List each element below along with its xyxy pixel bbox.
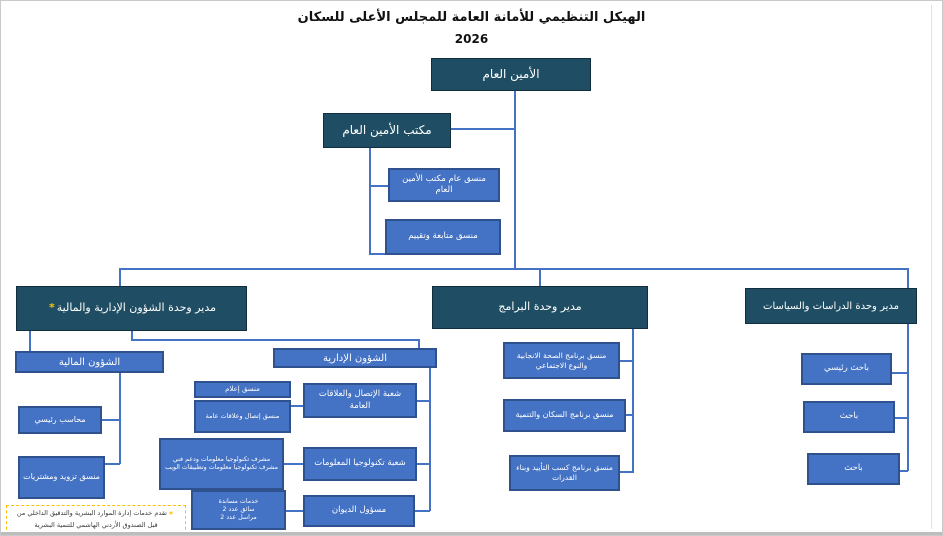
node-label: شعبة الإتصال والعلاقات العامة — [318, 389, 402, 411]
node-it-division — [303, 447, 417, 481]
node-programs-unit — [432, 286, 648, 329]
support-services-title: خدمات مساندة — [218, 497, 259, 505]
connector-admin-elbow-v2 — [418, 339, 420, 348]
it-supervisor-line-1: مشرف تكنولوجيا معلومات ودعم فني — [172, 455, 271, 463]
support-services-driver: سائق عدد 2 — [222, 505, 255, 513]
footnote — [6, 505, 186, 535]
connector-stub-rh-program — [620, 360, 633, 362]
node-label: الأمين العام — [482, 66, 540, 81]
node-label: باحث رئيسي — [824, 363, 869, 374]
node-financial-affairs — [15, 351, 164, 373]
node-advocacy-capacity-program — [509, 455, 620, 491]
node-communication-pr-coordinator — [194, 400, 291, 433]
node-it-supervisor — [159, 438, 284, 490]
node-reproductive-health-gender-program — [503, 342, 620, 379]
it-supervisor-line-2: مشرف تكنولوجيا معلومات وتطبيقات الويب — [165, 464, 278, 471]
node-label: شعبة تكنولوجيا المعلومات — [314, 458, 406, 469]
support-services-messenger: مراسل عدد 2 — [220, 514, 257, 522]
node-monitoring-evaluation-coordinator — [385, 219, 501, 255]
node-support-services — [191, 490, 286, 530]
connector-admin-children-vertical — [429, 368, 431, 511]
connector-admin-elbow-h — [131, 339, 419, 341]
node-label: منسق متابعة وتقييم — [408, 231, 478, 242]
connector-stub-popdev-program — [626, 414, 633, 416]
node-label: منسق تزويد ومشتريات — [23, 472, 100, 482]
node-chief-accountant — [18, 406, 102, 434]
connector-drop-mid-unit — [539, 268, 541, 286]
node-secretary-general — [431, 58, 591, 91]
node-supply-procurement-coordinator — [18, 456, 105, 499]
connector-media-to-pr-division — [291, 405, 303, 407]
footnote-reference-asterisk: * — [48, 301, 55, 315]
footnote-text: تقدم خدمات إدارة الموارد البشرية والتدقيق الداخلي من قبل الصندوق الأردني الهاشمي للتنمية البشرية — [16, 509, 167, 530]
node-label: منسق برنامج كسب التأييد وبناء القدرات — [516, 463, 613, 482]
node-label: منسق برنامج السكان والتنمية — [515, 410, 614, 420]
node-label: مسؤول الديوان — [331, 505, 387, 516]
connector-financial-drop — [29, 331, 31, 351]
node-label — [219, 498, 259, 523]
node-diwan-officer — [303, 495, 415, 527]
node-label: الشؤون الإدارية — [323, 352, 387, 364]
node-label: منسق إتصال وعلاقات عامة — [205, 412, 280, 421]
connector-main-horizontal — [119, 268, 909, 270]
node-sg-office-coordinator — [388, 168, 500, 202]
node-media-coordinator — [194, 381, 291, 398]
node-chief-researcher — [801, 353, 892, 385]
connector-studies-vertical — [907, 324, 909, 471]
node-studies-policies-unit — [745, 288, 917, 324]
node-sg-office — [323, 113, 451, 148]
connector-stub-chief-researcher — [892, 372, 908, 374]
page-title: الهيكل التنظيمي للأمانة العامة للمجلس الأعلى للسكان — [297, 10, 646, 25]
node-label: باحث — [839, 411, 859, 422]
node-label: مدير وحدة البرامج — [498, 300, 582, 314]
node-label: مدير وحدة الشؤون الإدارية والمالية — [56, 301, 217, 315]
page-year: 2026 — [454, 32, 489, 46]
node-label: مكتب الأمين العام — [342, 122, 432, 137]
node-communication-pr-division — [303, 383, 417, 418]
connector-drop-right-unit — [907, 268, 909, 288]
connector-stub-it-division — [417, 463, 430, 465]
connector-stub-office-coordinator — [370, 185, 388, 187]
node-label: مدير وحدة الدراسات والسياسات — [763, 300, 899, 312]
connector-stub-procurement — [105, 463, 120, 465]
connector-sg-vertical — [514, 90, 516, 269]
connector-stub-diwan — [415, 510, 430, 512]
node-label: منسق برنامج الصحة الانجابية والنوع الاجتماعي — [516, 350, 607, 370]
connector-office-horizontal — [451, 128, 515, 130]
connector-stub-researcher-1 — [895, 417, 908, 419]
node-label: الشؤون المالية — [58, 356, 121, 368]
connector-drop-left-unit — [119, 268, 121, 286]
slide-edge-line — [931, 5, 932, 529]
node-label: منسق إعلام — [225, 384, 260, 393]
bottom-window-edge — [1, 532, 943, 536]
connector-office-vertical — [369, 148, 371, 255]
node-population-development-program — [503, 399, 626, 432]
node-label — [165, 456, 278, 472]
node-administrative-affairs — [273, 348, 437, 368]
connector-support-to-diwan — [286, 510, 303, 512]
connector-stub-accountant — [102, 419, 120, 421]
node-researcher-2 — [807, 453, 900, 485]
connector-stub-pr-division — [417, 400, 430, 402]
node-label: محاسب رئيسي — [34, 414, 86, 424]
connector-itsup-to-it-division — [284, 463, 303, 465]
connector-stub-advocacy-program — [620, 471, 633, 473]
connector-stub-monitoring — [370, 253, 385, 255]
node-label: باحث — [844, 463, 863, 474]
node-label: منسق عام مكتب الأمين العام — [402, 173, 486, 195]
node-admin-financial-unit — [16, 286, 247, 331]
connector-stub-researcher-2 — [900, 470, 908, 472]
footnote-text-wrap — [11, 509, 181, 531]
connector-programs-vertical — [632, 329, 634, 473]
footnote-asterisk: * — [168, 510, 174, 520]
node-researcher-1 — [803, 401, 895, 433]
